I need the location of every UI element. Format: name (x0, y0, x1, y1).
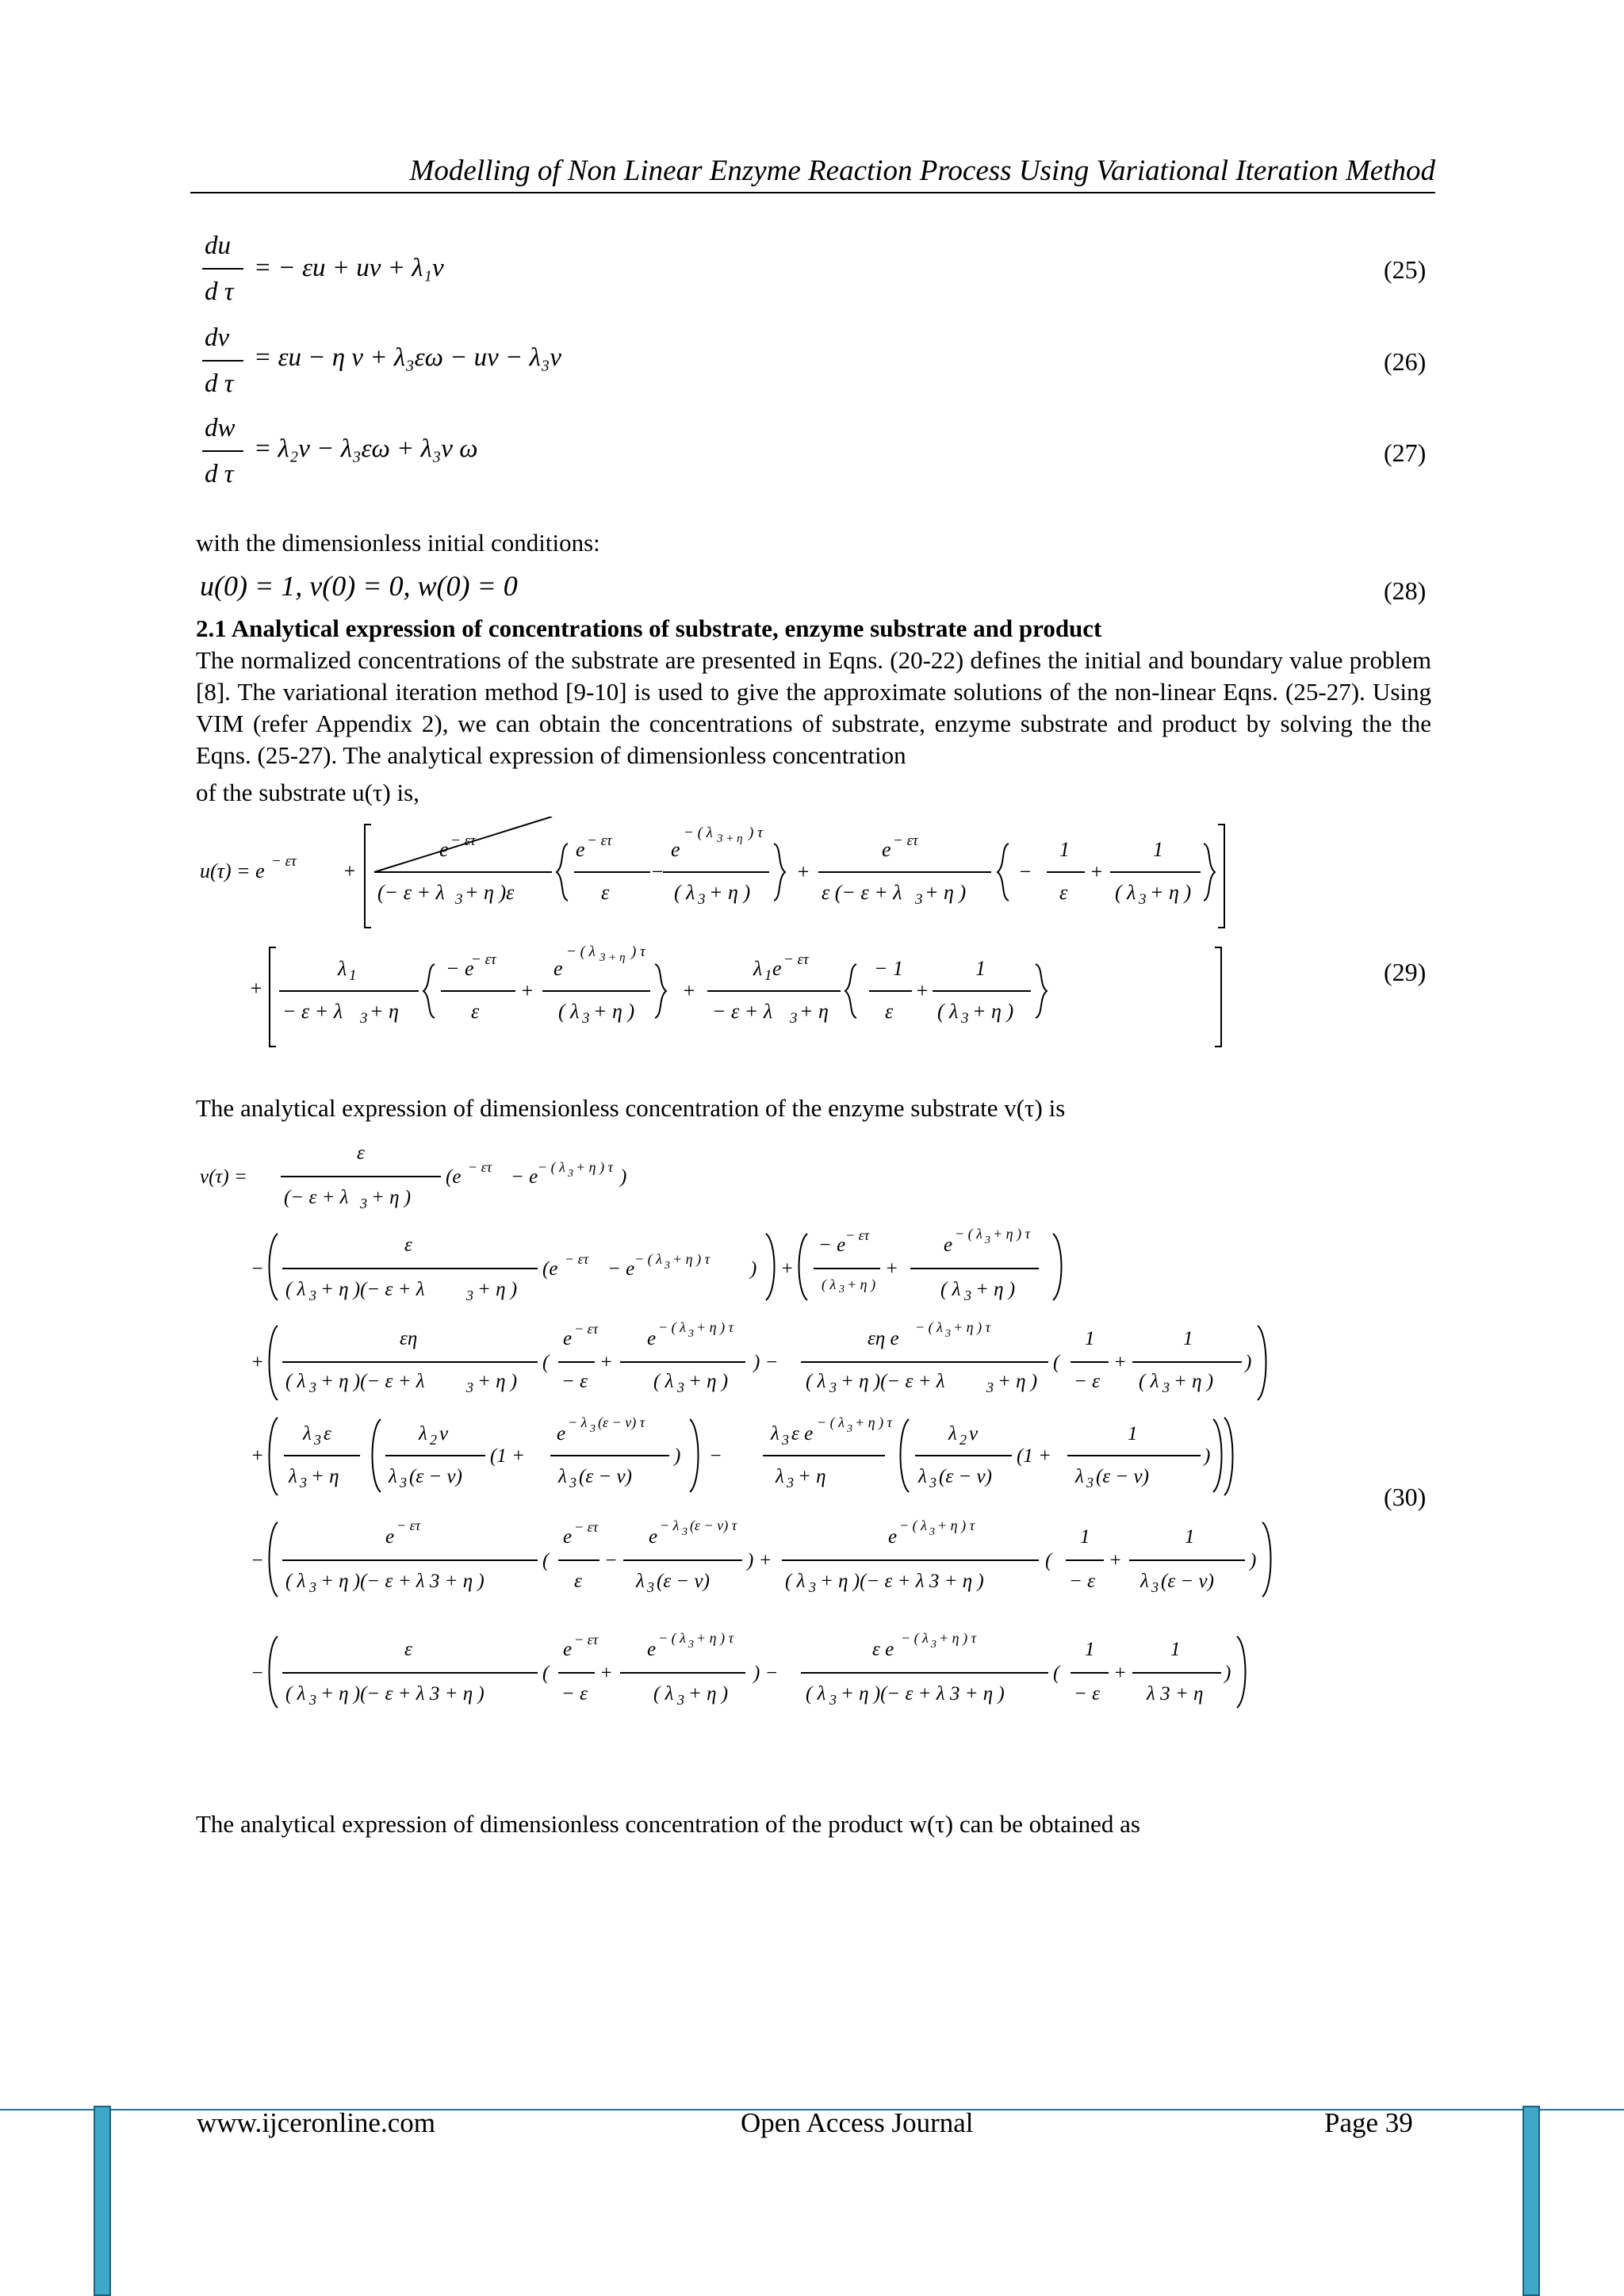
svg-text:3: 3 (986, 1380, 994, 1395)
svg-text:+ η ): + η ) (709, 881, 751, 904)
svg-text:ε: ε (1059, 881, 1068, 904)
svg-text:λ: λ (389, 1466, 397, 1487)
eq25-numerator: du (205, 232, 231, 260)
svg-text:− ετ: − ετ (845, 1227, 870, 1243)
svg-text:( λ: ( λ (653, 1371, 674, 1392)
svg-text:+ η )(− ε + λ 3 + η ): + η )(− ε + λ 3 + η ) (320, 1683, 485, 1705)
svg-text:): ) (620, 1166, 627, 1188)
svg-text:3: 3 (314, 1432, 321, 1448)
svg-text:( λ: ( λ (1139, 1371, 1159, 1392)
svg-text:ε: ε (324, 1423, 331, 1445)
svg-text:e: e (439, 838, 449, 861)
svg-text:e: e (671, 838, 680, 861)
svg-text:+ η: + η (370, 1000, 399, 1023)
svg-text:+: + (251, 1352, 264, 1373)
svg-text:λ 3 + η: λ 3 + η (1147, 1683, 1204, 1705)
svg-text:e: e (563, 1526, 573, 1548)
svg-text:+ η ): + η ) (371, 1187, 412, 1208)
svg-text:3: 3 (688, 1328, 694, 1340)
eq27-rhs: = λ₂v − λ₃εω + λ₃v ω (254, 434, 478, 463)
svg-text:− e: − e (511, 1166, 538, 1188)
svg-text:− ε: − ε (1074, 1371, 1100, 1392)
svg-text:+ η ) τ: + η ) τ (696, 1319, 734, 1335)
svg-text:3: 3 (400, 1475, 407, 1490)
svg-text:ε e: ε e (872, 1639, 894, 1660)
svg-text:): ) (1250, 1550, 1257, 1571)
svg-text:( λ: ( λ (653, 1683, 674, 1705)
eq30-block (167, 1132, 1404, 1766)
svg-text:λ: λ (776, 1466, 784, 1487)
svg-text:+ η ): + η ) (972, 1000, 1014, 1023)
svg-text:e: e (576, 838, 585, 861)
svg-text:e: e (563, 1328, 573, 1349)
svg-text:− ( λ: − ( λ (658, 1319, 686, 1335)
svg-text:3: 3 (961, 1010, 969, 1027)
substrate-line: of the substrate u(τ) is, (196, 779, 419, 806)
svg-text:( λ: ( λ (285, 1279, 306, 1300)
svg-text:2: 2 (430, 1432, 437, 1448)
svg-text:− ετ: − ετ (468, 1159, 492, 1175)
svg-text:e: e (882, 838, 891, 861)
svg-text:u(τ) = e: u(τ) = e (200, 859, 265, 882)
svg-text:εη: εη (400, 1328, 418, 1349)
svg-text:λ: λ (1075, 1466, 1084, 1487)
svg-text:+ η )(− ε + λ 3 + η ): + η )(− ε + λ 3 + η ) (320, 1571, 485, 1592)
svg-text:ε: ε (404, 1639, 412, 1660)
svg-text:ε e: ε e (791, 1423, 814, 1445)
svg-text:−: − (709, 1445, 722, 1467)
svg-text:ε (− ε + λ: ε (− ε + λ (822, 881, 902, 904)
svg-text:+ η ): + η ) (998, 1371, 1038, 1392)
svg-text:(ε − v): (ε − v) (409, 1466, 462, 1487)
svg-text:): ) (674, 1445, 681, 1467)
svg-text:3 + η: 3 + η (599, 951, 626, 964)
svg-text:− ( λ: − ( λ (901, 1630, 929, 1646)
eq25-rhs: = − εu + uv + λ₁v (254, 254, 444, 282)
svg-text:λ: λ (918, 1466, 927, 1487)
svg-text:1: 1 (1170, 1639, 1181, 1660)
svg-text:− ετ: − ετ (574, 1632, 599, 1647)
svg-text:3: 3 (985, 1234, 990, 1246)
svg-text:(ε − v): (ε − v) (579, 1466, 632, 1487)
svg-text:+ η )(− ε + λ: + η )(− ε + λ (320, 1279, 425, 1300)
svg-text:3: 3 (582, 1010, 590, 1027)
svg-text:− ετ: − ετ (471, 951, 496, 968)
svg-text:−: − (604, 1550, 618, 1571)
svg-text:+: + (251, 1445, 264, 1467)
eq25-label: (25) (1384, 255, 1427, 284)
svg-text:3: 3 (466, 1288, 473, 1303)
eq25-fraction-bar (202, 268, 243, 270)
svg-text:1: 1 (975, 957, 986, 980)
svg-text:(ε − v): (ε − v) (657, 1571, 710, 1592)
svg-text:e: e (944, 1234, 953, 1256)
svg-text:): ) (1245, 1352, 1252, 1373)
svg-text:1: 1 (1059, 838, 1070, 861)
svg-text:+ η )(− ε + λ 3 + η ): + η )(− ε + λ 3 + η ) (820, 1571, 984, 1592)
svg-text:− ετ: − ετ (587, 832, 612, 849)
svg-text:e: e (888, 1526, 898, 1548)
svg-text:3: 3 (647, 1579, 654, 1595)
svg-text:+: + (796, 860, 810, 883)
svg-text:3: 3 (698, 891, 706, 908)
svg-text:3: 3 (466, 1380, 473, 1395)
svg-text:ε: ε (885, 1000, 894, 1023)
svg-text:3: 3 (1139, 891, 1147, 908)
svg-text:+: + (780, 1258, 794, 1280)
footer-right-bar (1522, 2106, 1540, 2296)
svg-text:+ η ): + η ) (925, 881, 967, 904)
eq26-numerator: dv (205, 323, 230, 352)
svg-text:− ετ: − ετ (893, 832, 918, 849)
svg-text:3: 3 (782, 1432, 789, 1448)
svg-text:+ η ) τ: + η ) τ (696, 1630, 734, 1646)
eq27-label: (27) (1384, 438, 1427, 467)
svg-text:+ η ): + η ) (688, 1371, 729, 1392)
svg-text:1: 1 (1085, 1328, 1095, 1349)
svg-text:λ: λ (303, 1423, 312, 1445)
eq28-label: (28) (1384, 576, 1427, 605)
svg-text:− ετ: − ετ (783, 951, 809, 968)
svg-text:+ η ): + η ) (1150, 881, 1192, 904)
svg-text:( λ: ( λ (785, 1571, 806, 1592)
svg-text:) +: ) + (747, 1550, 772, 1571)
product-line: The analytical expression of dimensionless concentration of the product w(τ) can be obtained as (196, 1810, 1140, 1838)
svg-text:( λ: ( λ (285, 1683, 306, 1705)
svg-text:ε: ε (601, 881, 610, 904)
svg-text:+ η: + η (311, 1466, 339, 1487)
svg-text:( λ: ( λ (822, 1276, 837, 1292)
svg-text:+ η: + η (799, 1000, 829, 1023)
svg-text:(− ε + λ: (− ε + λ (284, 1187, 349, 1208)
svg-text:+ η ) τ: + η ) τ (939, 1630, 977, 1646)
svg-text:− ε + λ: − ε + λ (282, 1000, 343, 1023)
svg-text:3: 3 (945, 1328, 951, 1340)
svg-text:− ε: − ε (561, 1683, 588, 1705)
section-heading: 2.1 Analytical expression of concentrations of substrate, enzyme substrate and product (196, 614, 1102, 642)
svg-text:+ η )(− ε + λ: + η )(− ε + λ (320, 1371, 425, 1392)
svg-text:( λ: ( λ (940, 1279, 961, 1300)
svg-text:+ η: + η (798, 1466, 826, 1487)
svg-text:(1 +: (1 + (490, 1445, 525, 1467)
svg-text:3: 3 (688, 1639, 694, 1651)
svg-text:(1 +: (1 + (1017, 1445, 1051, 1467)
svg-text:1: 1 (764, 967, 772, 984)
svg-text:ε: ε (357, 1142, 365, 1164)
svg-text:+ η )(− ε + λ 3 + η ): + η )(− ε + λ 3 + η ) (841, 1683, 1005, 1705)
svg-text:−: − (1018, 860, 1032, 883)
svg-text:− ε + λ: − ε + λ (712, 1000, 773, 1023)
svg-text:2: 2 (959, 1432, 967, 1448)
svg-text:+ η ) τ: + η ) τ (953, 1319, 991, 1335)
svg-text:+: + (682, 979, 696, 1002)
svg-text:) −: ) − (753, 1663, 779, 1684)
svg-text:+ η )ε: + η )ε (465, 881, 515, 904)
svg-text:− ( λ: − ( λ (658, 1630, 686, 1646)
svg-text:3: 3 (682, 1526, 688, 1538)
svg-text:3 + η: 3 + η (717, 832, 743, 845)
svg-text:− ( λ: − ( λ (634, 1251, 662, 1267)
svg-text:1: 1 (1183, 1328, 1193, 1349)
svg-text:3: 3 (1086, 1475, 1094, 1490)
svg-text:e: e (649, 1526, 658, 1548)
eq29-label: (29) (1384, 958, 1427, 986)
svg-text:λ: λ (636, 1571, 645, 1592)
svg-text:λ: λ (289, 1466, 297, 1487)
svg-text:e: e (557, 1423, 566, 1445)
svg-text:−: − (251, 1663, 264, 1684)
svg-text:1: 1 (1153, 838, 1163, 861)
svg-text:+: + (915, 979, 929, 1002)
svg-text:3: 3 (787, 1475, 794, 1490)
svg-text:(: ( (542, 1663, 550, 1684)
eq26-denominator: d τ (205, 369, 234, 398)
svg-text:+: + (885, 1258, 898, 1280)
svg-text:3: 3 (569, 1475, 576, 1490)
svg-text:) τ: ) τ (749, 825, 763, 841)
eq28: u(0) = 1, v(0) = 0, w(0) = 0 (200, 570, 518, 602)
svg-text:(: ( (1053, 1352, 1060, 1373)
svg-text:− e: − e (607, 1258, 635, 1280)
svg-text:− ( λ: − ( λ (955, 1226, 982, 1242)
svg-text:− ε: − ε (1069, 1571, 1095, 1592)
svg-text:( λ: ( λ (806, 1371, 826, 1392)
svg-text:3: 3 (1162, 1380, 1170, 1395)
svg-text:1: 1 (1128, 1423, 1138, 1445)
svg-text:3: 3 (1151, 1579, 1159, 1595)
svg-text:( λ: ( λ (937, 1000, 959, 1023)
svg-text:+: + (1090, 860, 1104, 883)
svg-text:3: 3 (309, 1692, 316, 1708)
svg-text:3: 3 (829, 1380, 837, 1395)
svg-text:− ( λ: − ( λ (538, 1159, 565, 1175)
svg-text:e: e (563, 1639, 573, 1660)
footer-left-bar (94, 2106, 111, 2296)
svg-text:+ η ) τ: + η ) τ (937, 1517, 975, 1533)
svg-text:( λ: ( λ (1115, 881, 1136, 904)
svg-text:( λ: ( λ (558, 1000, 580, 1023)
svg-text:): ) (1224, 1663, 1231, 1684)
svg-text:+ η ) τ: + η ) τ (576, 1159, 614, 1175)
svg-text:− ετ: − ετ (574, 1519, 599, 1535)
svg-text:−: − (251, 1550, 264, 1571)
svg-text:3: 3 (590, 1423, 596, 1435)
svg-text:3: 3 (360, 1010, 368, 1027)
eq26-fraction-bar (202, 360, 243, 362)
svg-text:1: 1 (1085, 1639, 1095, 1660)
svg-text:λ: λ (948, 1423, 957, 1445)
svg-text:− ε: − ε (1074, 1683, 1100, 1705)
svg-text:− ( λ: − ( λ (915, 1319, 943, 1335)
svg-text:− e: − e (446, 957, 474, 980)
svg-text:( λ: ( λ (285, 1371, 306, 1392)
svg-text:v: v (969, 1423, 979, 1445)
svg-text:3: 3 (931, 1639, 936, 1651)
svg-text:1: 1 (1185, 1526, 1195, 1548)
svg-text:(− ε + λ: (− ε + λ (377, 881, 445, 904)
svg-text:+: + (343, 859, 357, 882)
svg-text:e: e (772, 957, 782, 980)
svg-text:(: ( (1045, 1550, 1052, 1571)
svg-text:3: 3 (915, 891, 923, 908)
svg-text:+ η ): + η ) (477, 1371, 518, 1392)
svg-text:+: + (1109, 1550, 1122, 1571)
svg-text:+ η ) τ: + η ) τ (672, 1251, 710, 1267)
svg-text:λ: λ (771, 1423, 779, 1445)
body-paragraph: The normalized concentrations of the substrate are presented in Eqns. (20-22) defines the initial and boundary value problem [8]. The variational iteration method [9-10] is used to give the approximate solutions of the non-linear Eqns. (25-27). Using VIM (refer Appendix 2), we can obtain the concentrations of substrate, enzyme substrate and product by solving the the Eqns. (25-27). The analytical expression of dimensionless concentration (196, 646, 1431, 769)
svg-text:e: e (553, 957, 563, 980)
svg-text:− λ: − λ (568, 1414, 588, 1430)
svg-text:+: + (1113, 1352, 1127, 1373)
svg-text:(ε − v) τ: (ε − v) τ (690, 1517, 737, 1533)
svg-text:εη e: εη e (868, 1328, 899, 1349)
eq27-numerator: dw (205, 414, 236, 442)
svg-text:(e: (e (446, 1166, 462, 1188)
running-header: Modelling of Non Linear Enzyme Reaction Process Using Variational Iteration Method (409, 155, 1435, 187)
svg-text:) −: ) − (753, 1352, 779, 1373)
svg-text:e: e (385, 1526, 395, 1548)
svg-text:− e: − e (818, 1234, 846, 1256)
svg-text:): ) (1204, 1445, 1211, 1467)
svg-text:ε: ε (574, 1571, 582, 1592)
svg-text:+ η ): + η ) (593, 1000, 635, 1023)
svg-text:− ε: − ε (561, 1371, 588, 1392)
svg-text:+: + (599, 1663, 613, 1684)
svg-text:+ η ): + η ) (1174, 1371, 1214, 1392)
svg-text:3: 3 (665, 1260, 670, 1272)
eq25-denominator: d τ (205, 277, 234, 306)
svg-text:− ετ: − ετ (565, 1251, 589, 1267)
svg-text:3: 3 (300, 1475, 307, 1490)
svg-text:e: e (647, 1639, 657, 1660)
svg-text:+ η ) τ: + η ) τ (993, 1226, 1031, 1242)
footer-website: www.ijceronline.com (197, 2107, 435, 2138)
svg-text:λ: λ (1140, 1571, 1149, 1592)
svg-text:) τ: ) τ (631, 943, 645, 960)
svg-text:3: 3 (360, 1196, 367, 1211)
svg-text:(: ( (542, 1352, 550, 1373)
svg-text:( λ: ( λ (806, 1683, 826, 1705)
svg-text:+ η ) τ: + η ) τ (855, 1414, 893, 1430)
svg-text:3: 3 (809, 1579, 816, 1595)
svg-text:(: ( (542, 1550, 550, 1571)
svg-text:( λ: ( λ (285, 1571, 306, 1592)
svg-text:− ( λ: − ( λ (566, 943, 596, 960)
svg-text:3: 3 (677, 1380, 684, 1395)
eq26-label: (26) (1384, 347, 1427, 376)
svg-text:λ: λ (558, 1466, 567, 1487)
svg-text:(e: (e (542, 1258, 558, 1280)
header-rule (190, 192, 1435, 193)
eq27-denominator: d τ (205, 460, 234, 488)
svg-text:(ε − v): (ε − v) (1096, 1466, 1149, 1487)
svg-text:− 1: − 1 (874, 957, 904, 980)
svg-text:+: + (1113, 1663, 1127, 1684)
svg-text:3: 3 (839, 1284, 845, 1295)
svg-text:+ η ): + η ) (477, 1279, 518, 1300)
svg-text:3: 3 (309, 1288, 316, 1303)
svg-text:+ η ): + η ) (847, 1276, 876, 1292)
eq26-rhs: = εu − η v + λ₃εω − uv − λ₃v (254, 343, 561, 372)
svg-text:3: 3 (829, 1692, 837, 1708)
svg-text:3: 3 (455, 891, 463, 908)
svg-text:+ η ): + η ) (975, 1279, 1016, 1300)
initial-conditions-intro: with the dimensionless initial conditions: (196, 529, 600, 557)
svg-text:ε: ε (404, 1234, 412, 1256)
svg-text:− ετ: − ετ (396, 1517, 421, 1533)
footer-page-number: Page 39 (1324, 2107, 1413, 2138)
eq30-label: (30) (1384, 1483, 1427, 1511)
svg-text:− λ: − λ (660, 1517, 680, 1533)
svg-text:3: 3 (929, 1526, 935, 1538)
svg-text:−: − (251, 1258, 264, 1280)
svg-text:1: 1 (349, 967, 357, 984)
svg-text:+: + (520, 979, 534, 1002)
svg-text:( λ: ( λ (674, 881, 695, 904)
eq29-block (167, 817, 1404, 1054)
svg-text:(ε − v): (ε − v) (939, 1466, 992, 1487)
svg-text:λ: λ (338, 957, 347, 980)
svg-text:3: 3 (964, 1288, 971, 1303)
svg-text:3: 3 (677, 1692, 684, 1708)
svg-text:− ( λ: − ( λ (899, 1517, 927, 1533)
svg-text:+: + (599, 1352, 613, 1373)
svg-text:3: 3 (309, 1579, 316, 1595)
eq27-fraction-bar (202, 450, 243, 452)
svg-text:(ε − v) τ: (ε − v) τ (598, 1414, 645, 1430)
svg-text:1: 1 (1080, 1526, 1090, 1548)
svg-text:+: + (249, 977, 263, 1000)
svg-text:v: v (439, 1423, 449, 1445)
svg-text:3: 3 (309, 1380, 316, 1395)
svg-text:e: e (647, 1328, 657, 1349)
svg-text:): ) (750, 1258, 757, 1280)
svg-text:+ η ): + η ) (688, 1683, 729, 1705)
svg-text:3: 3 (790, 1010, 798, 1027)
svg-text:(: ( (1053, 1663, 1060, 1684)
svg-text:− ετ: − ετ (271, 853, 297, 870)
svg-text:3: 3 (847, 1423, 852, 1435)
svg-text:− ( λ: − ( λ (817, 1414, 845, 1430)
enzyme-line: The analytical expression of dimensionless concentration of the enzyme substrate v(τ) is (196, 1094, 1066, 1122)
svg-text:ε: ε (471, 1000, 480, 1023)
svg-text:− ( λ: − ( λ (684, 825, 713, 841)
svg-text:(ε − v): (ε − v) (1161, 1571, 1214, 1592)
svg-text:− ετ: − ετ (574, 1321, 599, 1337)
svg-text:3: 3 (568, 1168, 573, 1180)
svg-text:λ: λ (753, 957, 763, 980)
svg-text:−: − (650, 860, 665, 883)
svg-text:3: 3 (929, 1475, 936, 1490)
svg-text:λ: λ (419, 1423, 427, 1445)
svg-text:− ετ: − ετ (450, 832, 476, 849)
footer-journal: Open Access Journal (741, 2107, 974, 2138)
svg-text:v(τ) =: v(τ) = (200, 1166, 247, 1188)
svg-text:+ η )(− ε + λ: + η )(− ε + λ (841, 1371, 945, 1392)
